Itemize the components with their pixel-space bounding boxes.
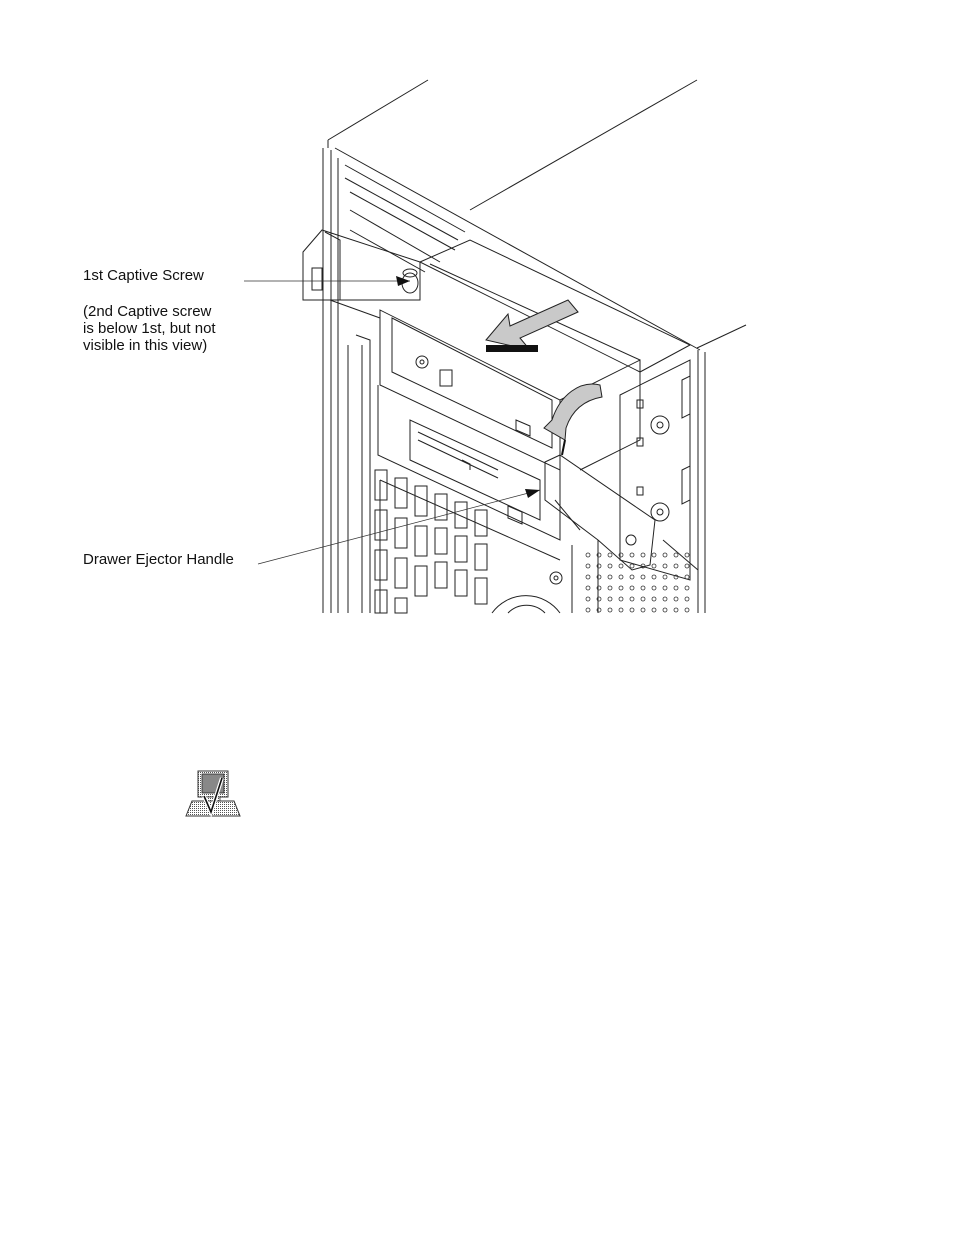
callout-note-line-2: is below 1st, but not <box>83 320 216 337</box>
callout-drawer-ejector-handle: Drawer Ejector Handle <box>83 551 234 568</box>
callout-note-line-1: (2nd Captive screw <box>83 303 212 320</box>
computer-checkmark-icon <box>184 770 242 820</box>
callout-note-line-3: visible in this view) <box>83 337 208 354</box>
callout-captive-screw-note <box>83 303 216 354</box>
callout-captive-screw: 1st Captive Screw <box>83 267 204 284</box>
